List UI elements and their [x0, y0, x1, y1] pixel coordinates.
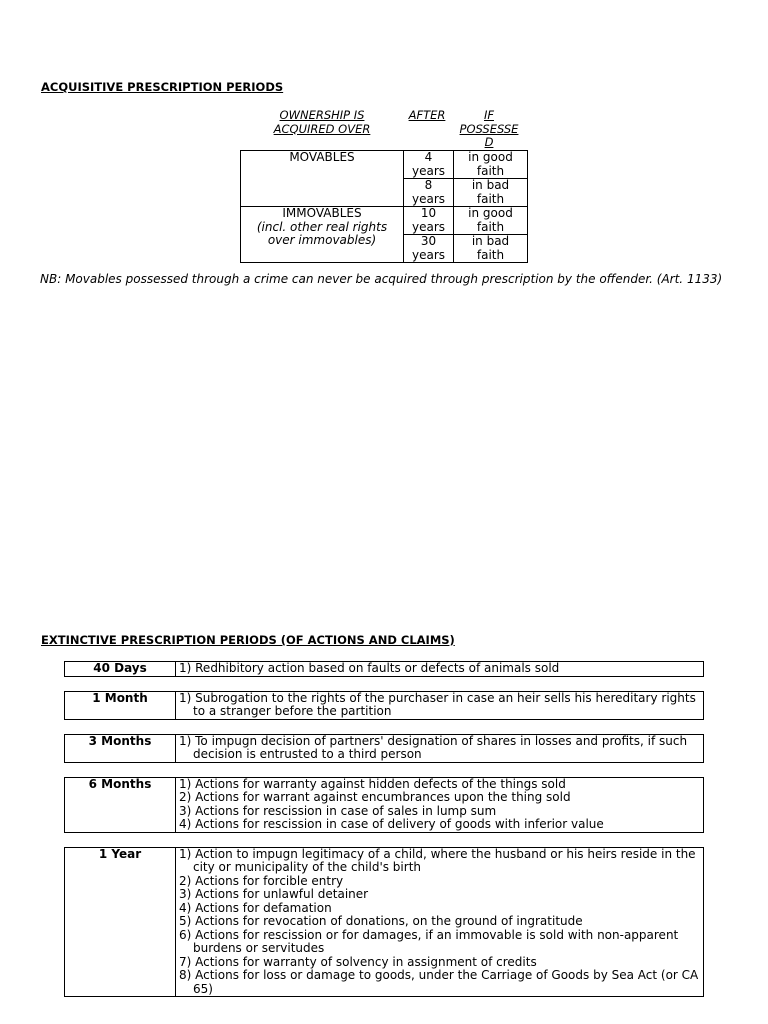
period-items	[176, 848, 703, 997]
period-items	[176, 692, 703, 719]
period-label: 1 Month	[65, 692, 176, 719]
list-item: 1) Subrogation to the rights of the purchaser in case an heir sells his hereditary rights to a stranger before the partition	[179, 690, 696, 718]
years-cell: 8 years	[404, 179, 454, 207]
period-label: 40 Days	[65, 662, 176, 676]
period-box	[64, 847, 704, 998]
faith-cell: in good faith	[454, 151, 528, 179]
years-cell: 30 years	[404, 235, 454, 263]
category-cell: MOVABLES	[241, 151, 404, 207]
period-label: 1 Year	[65, 848, 176, 997]
period-label: 6 Months	[65, 778, 176, 832]
years-cell: 4 years	[404, 151, 454, 179]
list-item: 4) Actions for rescission in case of delivery of goods with inferior value	[179, 817, 604, 831]
header-after: AFTER	[408, 108, 446, 122]
list-item: 2) Actions for warrant against encumbrances upon the thing sold	[179, 790, 571, 804]
years-cell: 10 years	[404, 207, 454, 235]
period-box	[64, 734, 704, 763]
list-item: 1) Actions for warranty against hidden defects of the things sold	[179, 776, 566, 791]
period-items	[176, 735, 703, 762]
list-item: 7) Actions for warranty of solvency in assignment of credits	[179, 954, 537, 969]
period-items	[176, 778, 703, 832]
list-item: 4) Actions for defamation	[179, 900, 332, 915]
extinctive-periods	[64, 661, 704, 1011]
list-item: 2) Actions for forcible entry	[179, 873, 344, 888]
acquisitive-title: ACQUISITIVE PRESCRIPTION PERIODS	[41, 80, 284, 94]
period-box	[64, 691, 704, 720]
table-row	[241, 207, 528, 235]
list-item: 8) Actions for loss or damage to goods, under the Carriage of Goods by Sea Act (or CA 65)	[179, 968, 699, 996]
list-item: 3) Actions for unlawful detainer	[179, 887, 369, 901]
extinctive-title: EXTINCTIVE PRESCRIPTION PERIODS (OF ACTIONS AND CLAIMS)	[41, 633, 455, 647]
faith-cell: in bad faith	[454, 235, 528, 263]
list-item: 1) Redhibitory action based on faults or defects of animals sold	[179, 661, 560, 675]
acquisitive-table	[240, 150, 528, 263]
period-label: 3 Months	[65, 735, 176, 762]
period-items	[176, 662, 703, 676]
faith-cell: in good faith	[454, 207, 528, 235]
faith-cell: in bad faith	[454, 179, 528, 207]
acquisitive-note: NB: Movables possessed through a crime can never be acquired through prescription by the offender. (Art. 1133)	[40, 272, 723, 286]
period-box	[64, 661, 704, 677]
list-item: 3) Actions for rescission in case of sales in lump sum	[179, 803, 497, 818]
table-row	[241, 151, 528, 179]
period-box	[64, 777, 704, 833]
list-item: 1) Action to impugn legitimacy of a child, where the husband or his heirs reside in the city or municipality of the child's birth	[179, 846, 696, 874]
list-item: 6) Actions for rescission or for damages, if an immovable is sold with non-apparent burdens or servitudes	[179, 927, 679, 955]
header-possessed: IF POSSESSE D	[459, 108, 519, 149]
list-item: 5) Actions for revocation of donations, on the ground of ingratitude	[179, 914, 583, 928]
header-ownership: OWNERSHIP IS ACQUIRED OVER	[273, 108, 371, 136]
category-cell: IMMOVABLES (incl. other real rights over immovables)	[241, 207, 404, 263]
list-item: 1) To impugn decision of partners' designation of shares in losses and profits, if such decision is entrusted to a third person	[179, 733, 688, 761]
